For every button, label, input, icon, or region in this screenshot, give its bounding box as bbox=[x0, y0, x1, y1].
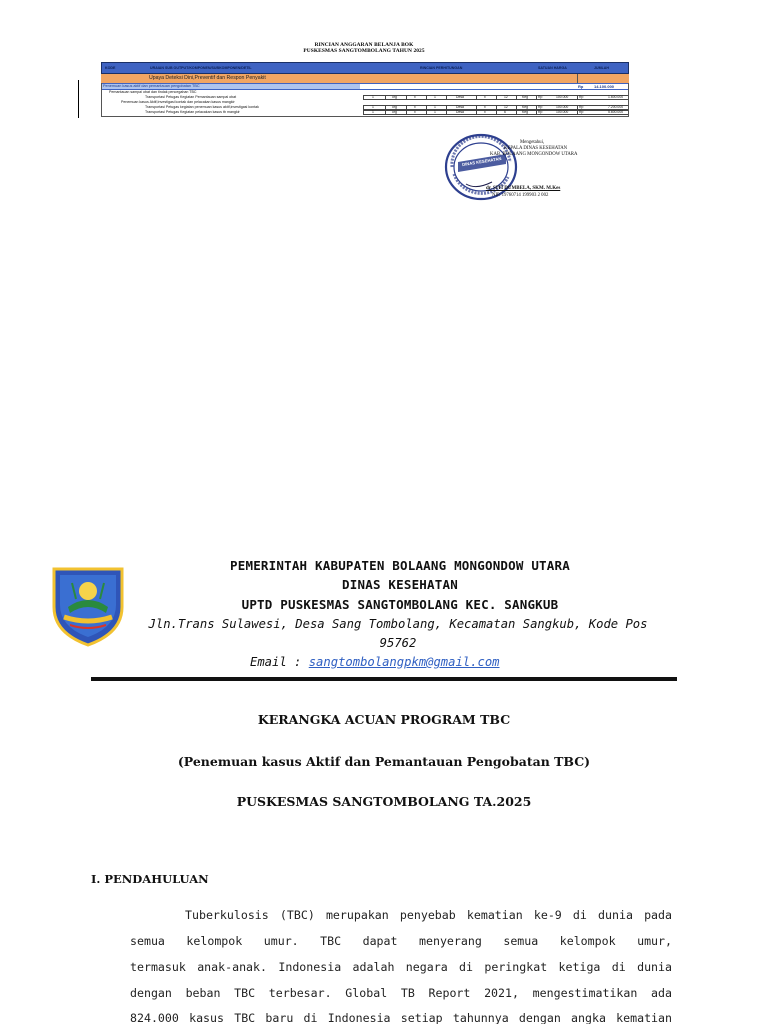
cell-rp: Rp bbox=[538, 95, 543, 99]
cell-c: x bbox=[414, 95, 416, 99]
paragraph-line: Tuberkulosis (TBC) merupakan penyebab kematian ke-9 di dunia pada bbox=[185, 908, 672, 922]
signatory-name: dr. SITI DUMBELA, SKM. M.Kes bbox=[486, 186, 561, 191]
header-jumlah: JUMLAH bbox=[594, 66, 609, 70]
letterhead-email bbox=[250, 655, 500, 669]
email-link[interactable]: sangtombolangpkm@gmail.com bbox=[308, 655, 500, 669]
cell-h: Keg bbox=[522, 110, 529, 114]
total-row-label: Penemuan kasus aktif dan pemantauan pengobatan TBC bbox=[102, 84, 360, 89]
budget-title: RINCIAN ANGGARAN BELANJA BOK bbox=[314, 42, 414, 48]
cell-price: 100.000 bbox=[556, 110, 569, 114]
cell-d: 1 bbox=[434, 95, 436, 99]
cell-g: 12 bbox=[504, 105, 508, 109]
budget-row-cells bbox=[363, 110, 629, 115]
cell-f: x bbox=[484, 95, 486, 99]
letterhead-government: PEMERINTAH KABUPATEN BOLAANG MONGONDOW UTARA bbox=[230, 558, 570, 573]
cell-b: org bbox=[392, 95, 397, 99]
cell-c: x bbox=[414, 105, 416, 109]
budget-row-text: Transportasi Petugas Kegiatan Pemantauan sampai obat bbox=[145, 95, 237, 99]
budget-row bbox=[101, 110, 629, 115]
cell-e: Desa bbox=[456, 105, 464, 109]
letterhead-department: DINAS KESEHATAN bbox=[342, 577, 458, 592]
cell-price: 100.000 bbox=[556, 105, 569, 109]
total-value: 14.100.000 bbox=[594, 84, 615, 89]
total-currency: Rp bbox=[578, 84, 584, 89]
cell-a: 1 bbox=[372, 95, 374, 99]
sign-line: KEPALA DINAS KESEHATAN bbox=[504, 146, 568, 151]
signature-block bbox=[490, 140, 608, 158]
cell-total: 1.600.000 bbox=[608, 95, 624, 99]
document-institution: PUSKESMAS SANGTOMBOLANG TA.2025 bbox=[236, 794, 532, 809]
section-heading-pendahuluan: I. PENDAHULUAN bbox=[91, 872, 209, 886]
cell-rp: Rp bbox=[579, 110, 584, 114]
letterhead-unit: UPTD PUSKESMAS SANGTOMBOLANG KEC. SANGKUB bbox=[241, 597, 559, 612]
cell-b: org bbox=[392, 105, 397, 109]
sign-line: KAB. BOLAANG MONGONDOW UTARA bbox=[490, 152, 578, 157]
paragraph-line: 824.000 kasus TBC baru di Indonesia setiap tahunnya dengan angka kematian bbox=[130, 1011, 672, 1024]
cell-h: Keg bbox=[522, 105, 529, 109]
upaya-label: Upaya Deteksi Dini,Preventif dan Respon Penyakit bbox=[149, 75, 266, 81]
letterhead-rule bbox=[91, 677, 677, 681]
cell-e: Desa bbox=[456, 110, 464, 114]
header-rincian: RINCIAN PERHITUNGAN bbox=[420, 66, 463, 70]
header-satuan: SATUAN HARGA bbox=[538, 66, 567, 70]
document-subtitle: (Penemuan kasus Aktif dan Pemantauan Pengobatan TBC) bbox=[177, 754, 591, 769]
email-label: Email : bbox=[250, 655, 302, 669]
upaya-band bbox=[101, 74, 577, 83]
budget-subtitle: PUSKESMAS SANGTOMBOLANG TAHUN 2025 bbox=[303, 48, 425, 54]
cell-price: 100.000 bbox=[556, 95, 569, 99]
sign-line: Mengetahui, bbox=[520, 140, 545, 145]
cell-a: 1 bbox=[372, 105, 374, 109]
cell-g: 12 bbox=[504, 95, 508, 99]
paragraph-line: dengan beban TBC terbesar. Global TB Report 2021, mengestimatikan ada bbox=[130, 986, 672, 1000]
paragraph-line: semua kelompok umur. TBC dapat menyerang semua kelompok umur, bbox=[130, 934, 672, 948]
document-title: KERANGKA ACUAN PROGRAM TBC bbox=[257, 712, 511, 727]
cell-total: 7.200.000 bbox=[608, 105, 624, 109]
header-kode: KODE bbox=[105, 66, 116, 70]
cell-rp: Rp bbox=[538, 110, 543, 114]
cell-b: org bbox=[392, 110, 397, 114]
budget-row-text: Transportasi Petugas kegiatan penemuan kasus aktif,investigasi kontak bbox=[145, 105, 259, 109]
margin-line bbox=[78, 80, 79, 118]
cell-c: x bbox=[414, 110, 416, 114]
letterhead-address: Jln.Trans Sulawesi, Desa Sang Tombolang, Kecamatan Sangkub, Kode Pos bbox=[148, 617, 648, 631]
cell-g: 6 bbox=[504, 110, 506, 114]
cell-h: Keg bbox=[522, 95, 529, 99]
upaya-band-jumlah bbox=[577, 74, 629, 83]
budget-table-header bbox=[101, 62, 629, 74]
cell-rp: Rp bbox=[579, 95, 584, 99]
cell-d: 1 bbox=[434, 110, 436, 114]
cell-a: 1 bbox=[372, 110, 374, 114]
cell-rp: Rp bbox=[538, 105, 543, 109]
paragraph-line: termasuk anak-anak. Indonesia adalah negara di peringkat ketiga di dunia bbox=[130, 960, 672, 974]
cell-total: 5.600.000 bbox=[608, 110, 624, 114]
stamp-text: DINAS KESEHATAN bbox=[461, 155, 502, 168]
cell-e: Desa bbox=[456, 95, 464, 99]
budget-row-text: Penemuan kasus Aktif,Investigasi kontak dan pelacakan kasus mangkir bbox=[121, 100, 235, 104]
cell-f: x bbox=[484, 110, 486, 114]
total-row bbox=[101, 83, 629, 90]
cell-d: 1 bbox=[434, 105, 436, 109]
budget-row-text: Pemantauan sampai obat dan tindak pencegahan TBC bbox=[109, 90, 197, 94]
cell-rp: Rp bbox=[579, 105, 584, 109]
header-uraian: URAIAN SUB OUTPUT/KOMPONEN/SUBKOMPONEN/DETIL bbox=[150, 66, 252, 70]
budget-row-text: Transportasi Petugas Kegiatan pelacakan kasus tb mangkir bbox=[145, 110, 240, 114]
signatory-nip: NIP. 19760714 199903 2 002 bbox=[492, 193, 549, 198]
letterhead-postcode: 95762 bbox=[379, 636, 417, 650]
cell-f: x bbox=[484, 105, 486, 109]
